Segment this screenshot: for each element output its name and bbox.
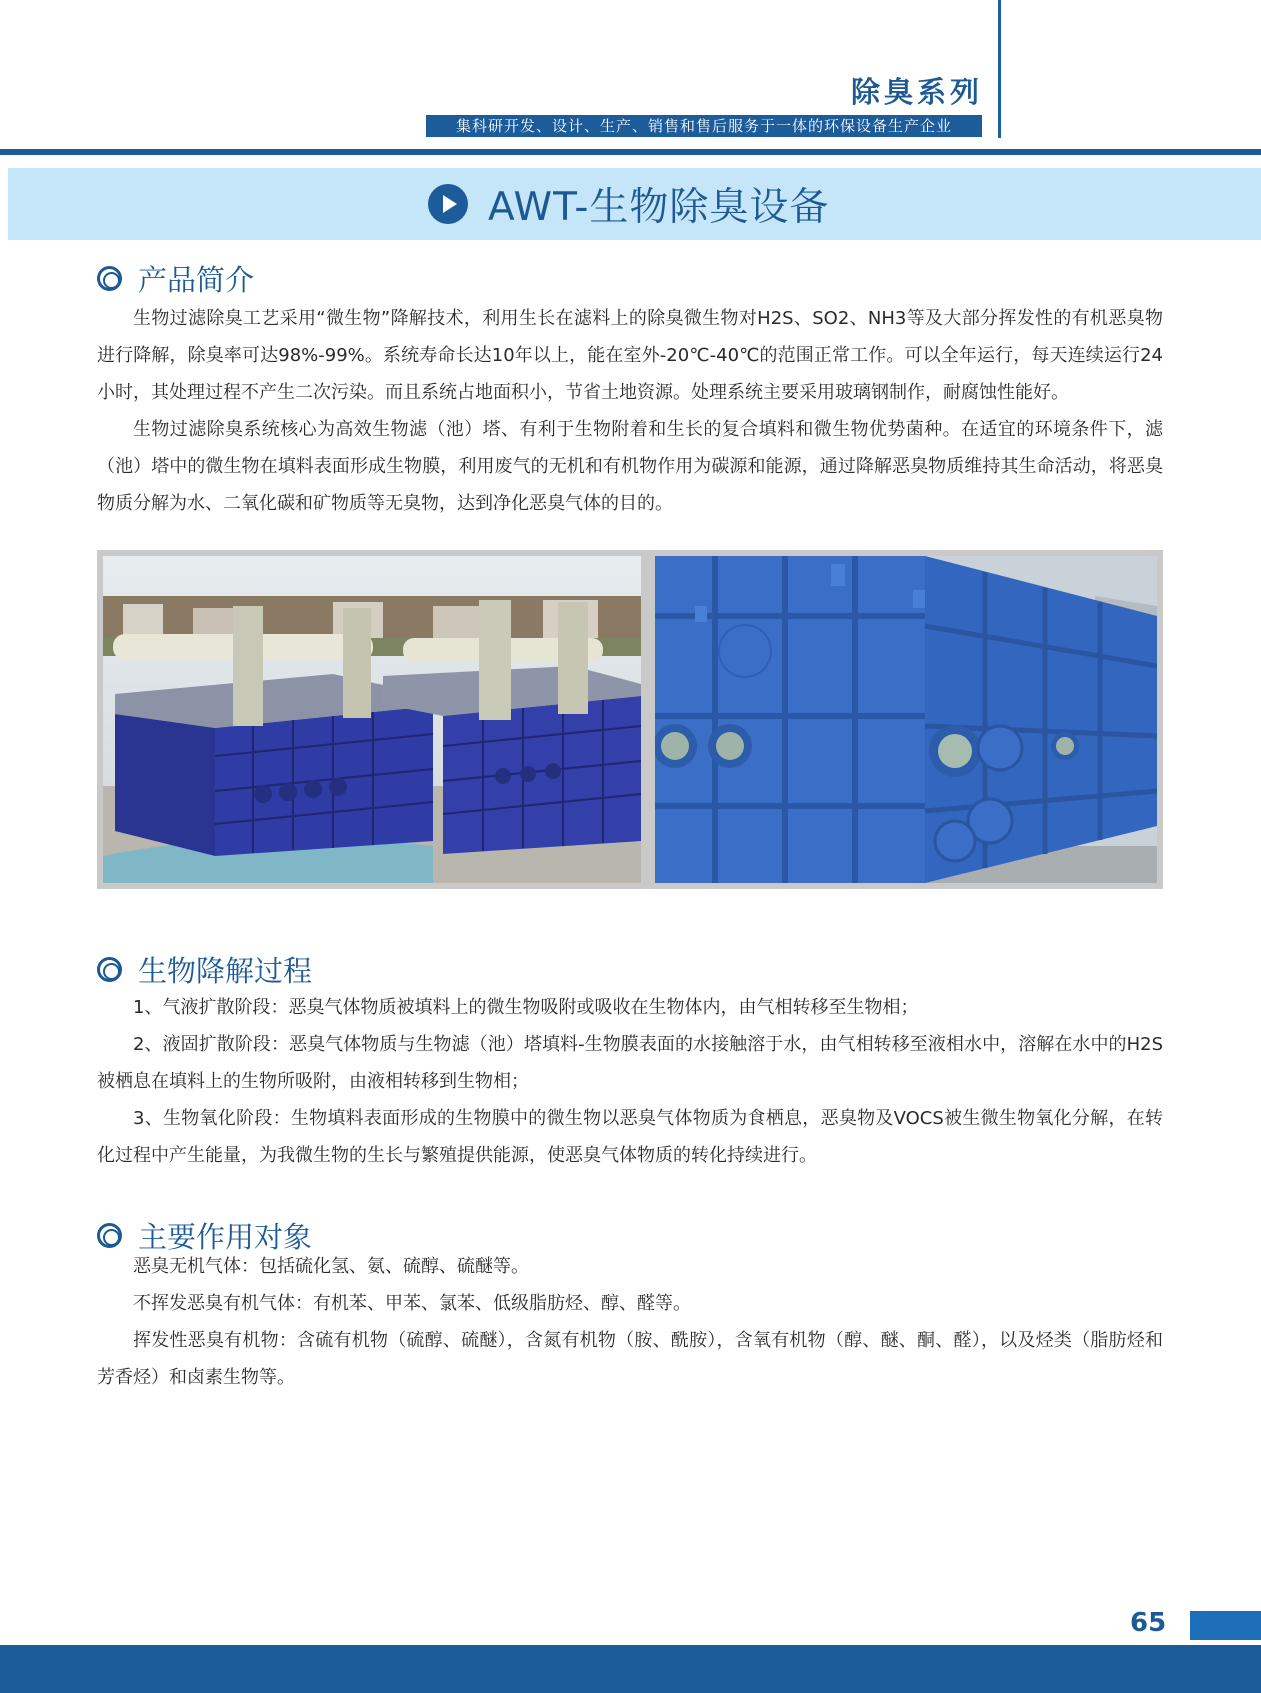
paragraph: 3、生物氧化阶段：生物填料表面形成的生物膜中的微生物以恶臭气体物质为食栖息，恶臭物及VOCS被生微生物氧化分解，在转化过程中产生能量，为我微生物的生长与繁殖提供能源，使恶臭气体物质的转化持续进行。 xyxy=(97,1108,1163,1166)
process-text xyxy=(97,989,1163,1174)
photo-installed-units xyxy=(103,556,641,883)
section-heading-process xyxy=(97,949,312,990)
intro-text xyxy=(97,300,1163,522)
photo-frame xyxy=(97,550,1163,889)
double-ring-icon xyxy=(97,1223,122,1248)
footer-bar xyxy=(0,1645,1261,1693)
paragraph: 1、气液扩散阶段：恶臭气体物质被填料上的微生物吸附或吸收在生物体内，由气相转移至生物相； xyxy=(133,997,919,1018)
section-heading-text: 产品简介 xyxy=(138,263,255,297)
company-tagline: 集科研开发、设计、生产、销售和售后服务于一体的环保设备生产企业 xyxy=(426,115,982,137)
section-heading-text: 主要作用对象 xyxy=(138,1220,313,1254)
page-number-tab xyxy=(1190,1611,1261,1640)
paragraph: 生物过滤除臭工艺采用“微生物”降解技术，利用生长在滤料上的除臭微生物对H2S、SO2、NH3等及大部分挥发性的有机恶臭物进行降解，除臭率可达98%-99%。系统寿命长达10年以上，能在室外-20℃-40℃的范围正常工作。可以全年运行，每天连续运行24小时，其处理过程不产生二次污染。而且系统占地面积小，节省土地资源。处理系统主要采用玻璃钢制作，耐腐蚀性能好。 xyxy=(97,308,1163,403)
paragraph: 不挥发恶臭有机气体：有机苯、甲苯、氯苯、低级脂肪烃、醇、醛等。 xyxy=(133,1293,691,1314)
title-band xyxy=(8,168,1261,240)
double-ring-icon xyxy=(97,266,122,291)
page-number: 65 xyxy=(1130,1608,1167,1638)
paragraph: 生物过滤除臭系统核心为高效生物滤（池）塔、有利于生物附着和生长的复合填料和微生物优势菌种。在适宜的环境条件下，滤（池）塔中的微生物在填料表面形成生物膜，利用废气的无机和有机物作用为碳源和能源，通过降解恶臭物质维持其生命活动，将恶臭物质分解为水、二氧化碳和矿物质等无臭物，达到净化恶臭气体的目的。 xyxy=(97,419,1163,514)
page-title: AWT-生物除臭设备 xyxy=(488,185,830,230)
targets-text xyxy=(97,1248,1163,1396)
title-wrap xyxy=(428,168,829,240)
header-rule xyxy=(0,149,1261,155)
section-heading-intro xyxy=(97,258,254,299)
series-title: 除臭系列 xyxy=(850,75,983,109)
play-circle-icon xyxy=(428,184,468,224)
paragraph: 挥发性恶臭有机物：含硫有机物（硫醇、硫醚），含氮有机物（胺、酰胺），含氧有机物（醇、醚、酮、醛），以及烃类（脂肪烃和芳香烃）和卤素生物等。 xyxy=(97,1330,1163,1388)
paragraph: 2、液固扩散阶段：恶臭气体物质与生物滤（池）塔填料-生物膜表面的水接触溶于水，由气相转移至液相水中，溶解在水中的H2S被栖息在填料上的生物所吸附，由液相转移到生物相； xyxy=(97,1034,1163,1092)
header-vertical-divider xyxy=(998,0,1001,138)
double-ring-icon xyxy=(97,957,122,982)
paragraph: 恶臭无机气体：包括硫化氢、氨、硫醇、硫醚等。 xyxy=(133,1256,529,1277)
section-heading-text: 生物降解过程 xyxy=(138,954,313,988)
photo-blue-tank xyxy=(655,556,1157,883)
